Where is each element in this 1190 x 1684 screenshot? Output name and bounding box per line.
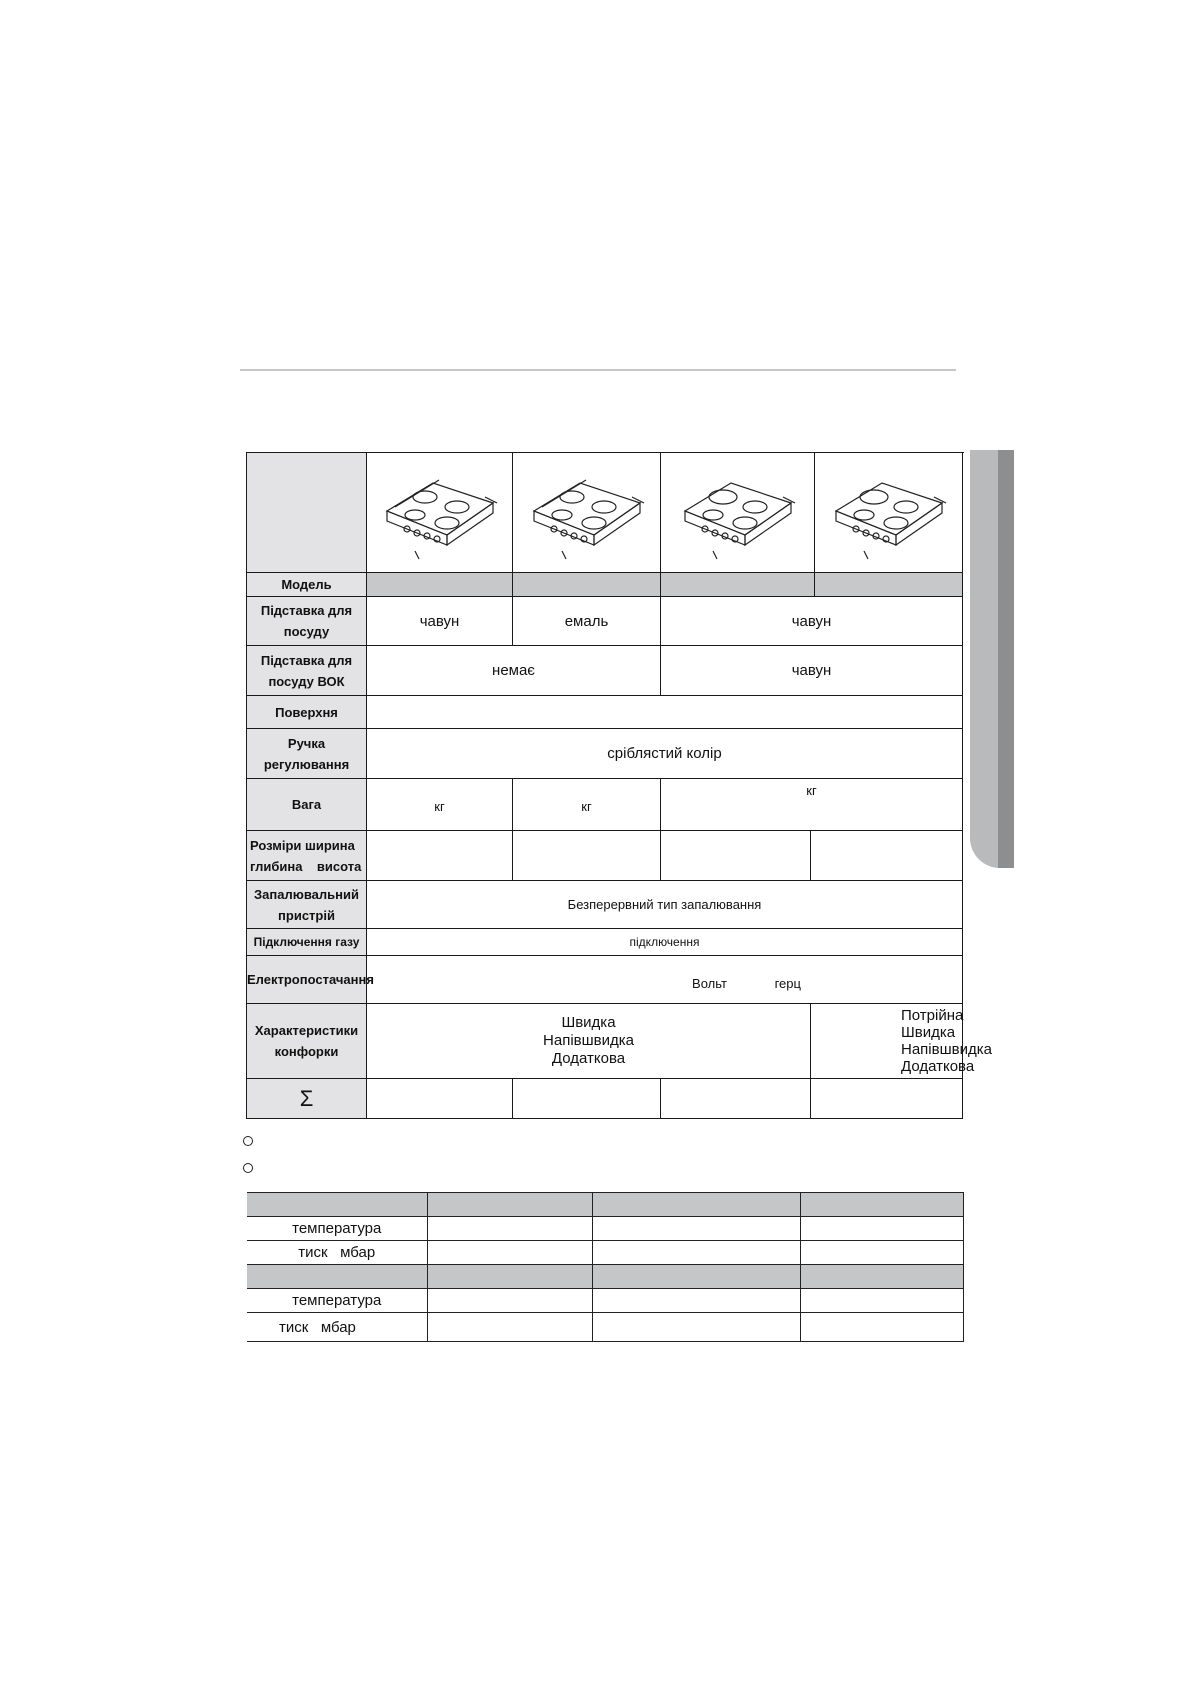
weight-col2: [513, 779, 661, 831]
weight-unit-1: кг: [434, 799, 445, 814]
side-tab: [970, 450, 1014, 868]
label-dims-line2: глибина висота: [250, 858, 362, 874]
label-model: Модель: [247, 573, 367, 597]
weight-col1: [367, 779, 513, 831]
dims-col3: [661, 831, 811, 881]
model-cell-1: [367, 573, 513, 597]
notes: [243, 1136, 253, 1190]
label-dims: [247, 831, 367, 881]
model-cell-4: [815, 573, 963, 597]
power-value: [367, 956, 963, 1004]
gas-temp-label-1: температура: [247, 1217, 427, 1241]
burner-left-2: Напівшвидка: [543, 1032, 634, 1049]
surface-value: [367, 696, 963, 729]
knob-value: сріблястий колір: [367, 729, 963, 779]
gas-pressure-label-1: тиск мбар: [247, 1241, 427, 1265]
gas-row-pressure-2: [247, 1313, 963, 1342]
weight-unit-2: кг: [581, 799, 592, 814]
wok-col12: немає: [367, 646, 661, 696]
model-cell-2: [513, 573, 661, 597]
grate-col34: чавун: [661, 597, 963, 646]
label-surface: Поверхня: [247, 696, 367, 729]
note-bullet-1: [243, 1136, 253, 1146]
spec-corner-cell: [247, 453, 367, 573]
burner-left-1: Швидка: [561, 1014, 616, 1031]
power-hertz: герц: [774, 976, 801, 991]
label-gas: Підключення газу: [247, 929, 367, 956]
model-cell-3: [661, 573, 815, 597]
gas-row-temperature-2: [247, 1289, 963, 1313]
dims-col4: [811, 831, 963, 881]
spec-table: [246, 452, 992, 1119]
gas-hob-drawing-icon: [522, 463, 652, 563]
side-tab-accent: [998, 450, 1014, 868]
gas-hob-drawing-icon: [673, 463, 803, 563]
dims-col2: [513, 831, 661, 881]
sum-symbol: Σ: [247, 1079, 367, 1119]
gas-hob-drawing-icon: [824, 463, 954, 563]
burners-right: [811, 1004, 992, 1079]
label-weight: Вага: [247, 779, 367, 831]
gas-temp-label-2: температура: [247, 1289, 427, 1313]
label-knob: Ручка регулювання: [247, 729, 367, 779]
hob-image-1: [367, 453, 513, 573]
burner-right-4: Додаткова: [901, 1058, 975, 1075]
gas-hob-drawing-icon: [375, 463, 505, 563]
burner-left-3: Додаткова: [551, 1050, 626, 1067]
header-rule: [240, 369, 956, 371]
burner-right-2: Швидка: [901, 1024, 956, 1041]
dims-col1: [367, 831, 513, 881]
sum-col2: [513, 1079, 661, 1119]
note-bullet-2: [243, 1163, 253, 1173]
gas-header-row-1: [247, 1193, 963, 1217]
label-burner-char: Характеристики конфорки: [247, 1004, 367, 1079]
gas-value: підключення: [367, 929, 963, 956]
burner-right-3: Напівшвидка: [901, 1041, 992, 1058]
grate-col2: емаль: [513, 597, 661, 646]
sum-col4: [811, 1079, 963, 1119]
burners-left: [367, 1004, 811, 1079]
ignition-value: Безперервний тип запалювання: [367, 881, 963, 929]
hob-image-4: [815, 453, 963, 573]
gas-row-temperature-1: [247, 1217, 963, 1241]
sum-col3: [661, 1079, 811, 1119]
hob-image-2: [513, 453, 661, 573]
gas-row-pressure-1: [247, 1241, 963, 1265]
gas-pressure-label-2: тиск мбар: [247, 1313, 427, 1342]
label-power: Електропостачання: [247, 956, 367, 1004]
sum-col1: [367, 1079, 513, 1119]
hob-image-3: [661, 453, 815, 573]
label-wok: Підставка для посуду ВОК: [247, 646, 367, 696]
gas-table: [247, 1192, 964, 1342]
gas-header-row-2: [247, 1265, 963, 1289]
power-volt: Вольт: [692, 976, 727, 991]
grate-col1: чавун: [367, 597, 513, 646]
label-dims-line1: Розміри ширина: [250, 837, 355, 853]
burner-right-1: Потрійна: [901, 1007, 964, 1024]
wok-col34: чавун: [661, 646, 963, 696]
weight-col34: [661, 779, 963, 831]
weight-unit-3: кг: [806, 783, 817, 798]
label-ignition: Запалювальний пристрій: [247, 881, 367, 929]
label-grate: Підставка для посуду: [247, 597, 367, 646]
